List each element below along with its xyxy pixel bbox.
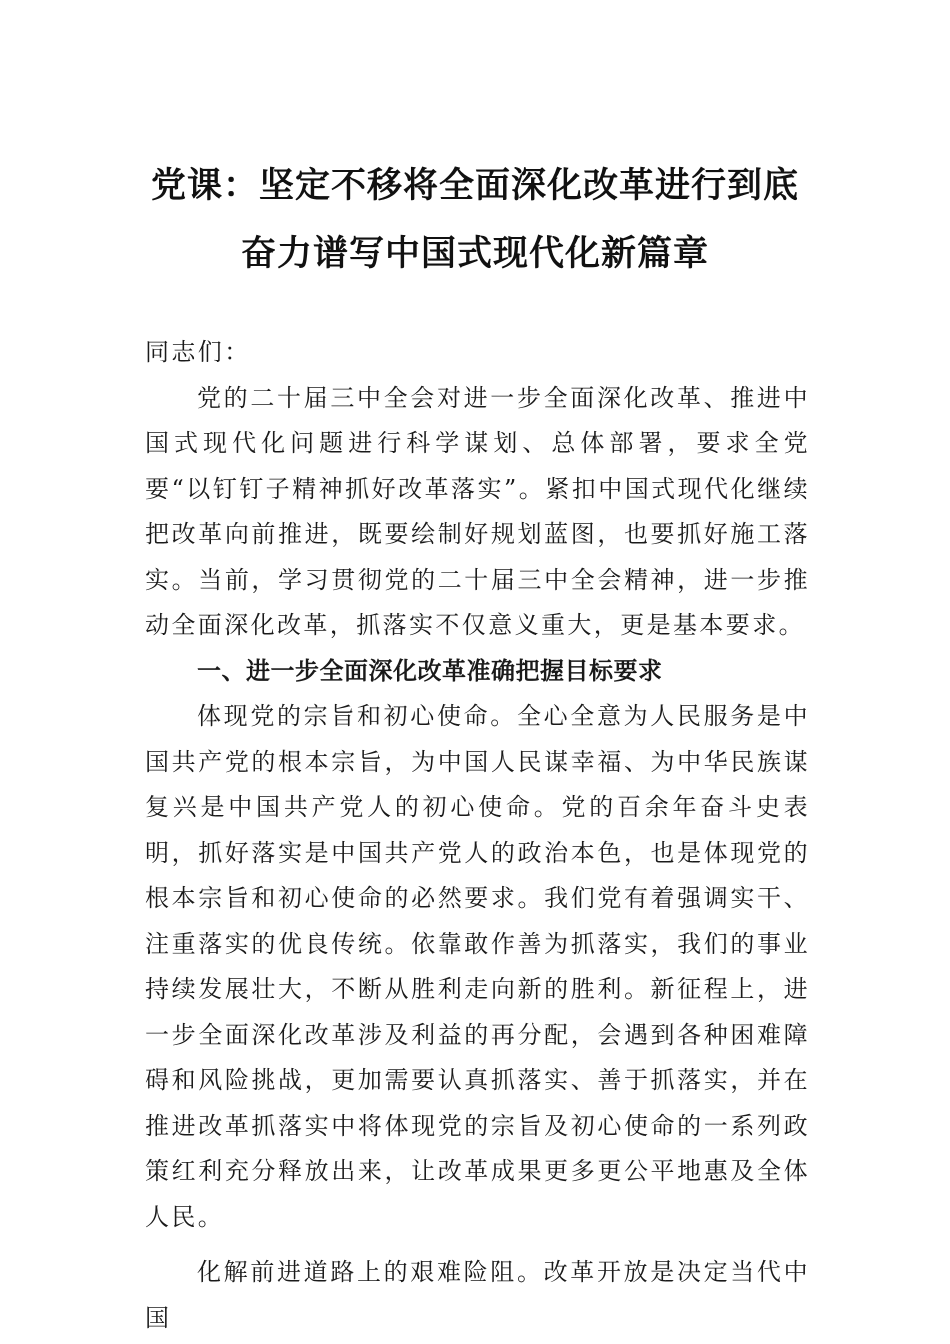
paragraph-1: 党的二十届三中全会对进一步全面深化改革、推进中国式现代化问题进行科学谋划、总体部署，要求全党要“以钉钉子精神抓好改革落实”。紧扣中国式现代化继续把改革向前推进，既要绘制好规划蓝图，也要抓好施工落实。当前，学习贯彻党的二十届三中全会精神，进一步推动全面深化改革，抓落实不仅意义重大，更是基本要求。 (145, 383, 810, 639)
document-title-line-2: 奋力谱写中国式现代化新篇章 (240, 234, 709, 274)
paragraph-3: 化解前进道路上的艰难险阻。改革开放是决定当代中国 (145, 1258, 810, 1332)
paragraph-2: 体现党的宗旨和初心使命。全心全意为人民服务是中国共产党的根本宗旨，为中国人民谋幸福、为中华民族谋复兴是中国共产党人的初心使命。党的百余年奋斗史表明，抓好落实是中国共产党人的政治本色，也是体现党的根本宗旨和初心使命的必然要求。我们党有着强调实干、注重落实的优良传统。依靠敢作善为抓落实，我们的事业持续发展壮大，不断从胜利走向新的胜利。新征程上，进一步全面深化改革涉及利益的再分配，会遇到各种困难障碍和风险挑战，更加需要认真抓落实、善于抓落实，并在推进改革抓落实中将体现党的宗旨及初心使命的一系列政策红利充分释放出来，让改革成果更多更公平地惠及全体人民。 (145, 702, 810, 1231)
document-body (145, 330, 810, 1341)
document-title-line-1: 党课：坚定不移将全面深化改革进行到底 (150, 166, 799, 206)
salutation: 同志们： (145, 338, 251, 366)
section-heading-1: 一、进一步全面深化改革准确把握目标要求 (197, 656, 663, 685)
